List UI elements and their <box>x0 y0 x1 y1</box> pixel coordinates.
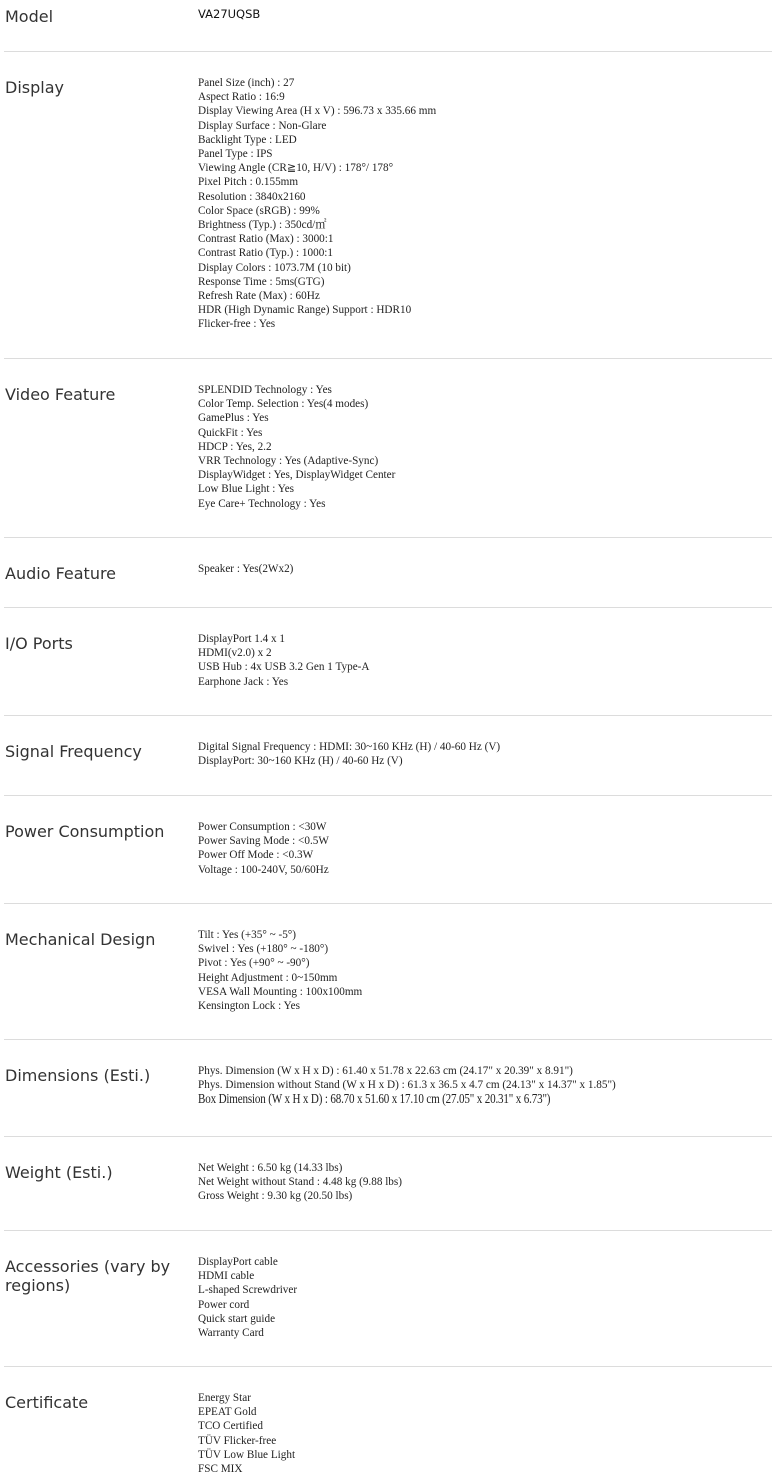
model-label: Model <box>5 7 54 26</box>
divider <box>4 1230 772 1231</box>
spec-line: Response Time : 5ms(GTG) <box>198 275 325 288</box>
divider <box>4 795 772 796</box>
spec-line: Power cord <box>198 1298 250 1311</box>
divider <box>4 1039 772 1040</box>
spec-line: VRR Technology : Yes (Adaptive-Sync) <box>198 455 379 468</box>
spec-line: L-shaped Screwdriver <box>198 1284 298 1297</box>
weight-specs <box>198 1161 768 1204</box>
spec-line: TÜV Low Blue Light <box>198 1448 296 1461</box>
spec-line: Aspect Ratio : 16:9 <box>198 91 285 104</box>
model-value: VA27UQSB <box>198 7 261 21</box>
signal-frequency-label: Signal Frequency <box>5 742 142 761</box>
spec-line: Power Off Mode : <0.3W <box>198 849 314 862</box>
io-ports-label: I/O Ports <box>5 634 73 653</box>
dimensions-label: Dimensions (Esti.) <box>5 1066 151 1085</box>
spec-line: DisplayPort: 30~160 KHz (H) / 40-60 Hz (V) <box>198 755 403 768</box>
spec-line: Quick start guide <box>198 1312 276 1325</box>
spec-line: Display Surface : Non-Glare <box>198 119 327 132</box>
spec-line: Refresh Rate (Max) : 60Hz <box>198 290 320 303</box>
spec-line: Kensington Lock : Yes <box>198 1000 300 1013</box>
spec-line: SPLENDID Technology : Yes <box>198 384 332 396</box>
spec-line: Warranty Card <box>198 1327 264 1340</box>
accessories-label: Accessories (vary by regions) <box>5 1257 171 1295</box>
spec-line: Display Colors : 1073.7M (10 bit) <box>198 261 351 274</box>
spec-line: Swivel : Yes (+180° ~ -180°) <box>198 943 329 956</box>
mechanical-design-specs <box>198 928 768 1013</box>
spec-line: GamePlus : Yes <box>198 412 269 425</box>
spec-line: VESA Wall Mounting : 100x100mm <box>198 985 363 998</box>
spec-line: Backlight Type : LED <box>198 133 297 146</box>
spec-line: HDMI cable <box>198 1270 255 1283</box>
spec-line: DisplayPort 1.4 x 1 <box>198 633 286 645</box>
spec-line: DisplayPort cable <box>198 1256 278 1268</box>
display-specs <box>198 76 768 332</box>
spec-line: Pivot : Yes (+90° ~ -90°) <box>198 957 310 970</box>
spec-line: Power Consumption : <30W <box>198 821 327 833</box>
spec-line: Voltage : 100-240V, 50/60Hz <box>198 863 329 876</box>
certificate-label: Certificate <box>5 1393 89 1412</box>
spec-line: Flicker-free : Yes <box>198 318 276 331</box>
divider <box>4 51 772 52</box>
spec-line: Contrast Ratio (Typ.) : 1000:1 <box>198 247 334 260</box>
spec-line: Box Dimension (W x H x D) : 68.70 x 51.60 x 17.10 cm (27.05" x 20.31" x 6.73") <box>198 1091 551 1107</box>
spec-line: FSC MIX <box>198 1463 243 1476</box>
divider <box>4 607 772 608</box>
divider <box>4 715 772 716</box>
spec-line: Low Blue Light : Yes <box>198 483 295 496</box>
spec-line: Earphone Jack : Yes <box>198 675 289 688</box>
mechanical-design-label: Mechanical Design <box>5 930 156 949</box>
spec-line: Color Space (sRGB) : 99% <box>198 204 320 217</box>
spec-line: Viewing Angle (CR≧10, H/V) : 178°/ 178° <box>198 162 394 175</box>
audio-feature-label: Audio Feature <box>5 564 117 583</box>
spec-line: USB Hub : 4x USB 3.2 Gen 1 Type-A <box>198 661 370 674</box>
video-feature-label: Video Feature <box>5 385 116 404</box>
spec-line: Net Weight : 6.50 kg (14.33 lbs) <box>198 1162 343 1174</box>
spec-line: HDCP : Yes, 2.2 <box>198 440 272 453</box>
spec-line: QuickFit : Yes <box>198 426 263 439</box>
divider <box>4 537 772 538</box>
spec-line: HDMI(v2.0) x 2 <box>198 647 272 660</box>
spec-line: Resolution : 3840x2160 <box>198 190 306 203</box>
divider <box>4 358 772 359</box>
weight-label: Weight (Esti.) <box>5 1163 113 1182</box>
spec-line: Color Temp. Selection : Yes(4 modes) <box>198 398 369 411</box>
spec-line: Pixel Pitch : 0.155mm <box>198 176 299 189</box>
spec-line: Height Adjustment : 0~150mm <box>198 971 338 984</box>
spec-line: Brightness (Typ.) : 350cd/㎡ <box>198 219 327 232</box>
divider <box>4 1136 772 1137</box>
spec-line: HDR (High Dynamic Range) Support : HDR10 <box>198 304 412 317</box>
spec-line: DisplayWidget : Yes, DisplayWidget Center <box>198 469 396 482</box>
spec-line: Panel Size (inch) : 27 <box>198 77 295 89</box>
spec-line: Gross Weight : 9.30 kg (20.50 lbs) <box>198 1190 353 1203</box>
audio-feature-specs <box>198 562 768 576</box>
spec-line: Energy Star <box>198 1392 251 1404</box>
spec-line: Phys. Dimension (W x H x D) : 61.40 x 51.78 x 22.63 cm (24.17" x 20.39" x 8.91") <box>198 1065 573 1077</box>
spec-line: Digital Signal Frequency : HDMI: 30~160 KHz (H) / 40-60 Hz (V) <box>198 741 501 753</box>
spec-line: Contrast Ratio (Max) : 3000:1 <box>198 233 334 246</box>
spec-line: Phys. Dimension without Stand (W x H x D) : 61.3 x 36.5 x 4.7 cm (24.13" x 14.37" x 1.85") <box>198 1079 616 1092</box>
dimensions-specs <box>198 1064 768 1107</box>
spec-line: Power Saving Mode : <0.5W <box>198 835 329 848</box>
video-feature-specs <box>198 383 768 511</box>
spec-line: Display Viewing Area (H x V) : 596.73 x 335.66 mm <box>198 105 437 118</box>
spec-line: Speaker : Yes(2Wx2) <box>198 563 294 575</box>
divider <box>4 1366 772 1367</box>
spec-line: EPEAT Gold <box>198 1406 257 1419</box>
signal-frequency-specs <box>198 740 768 768</box>
power-consumption-specs <box>198 820 768 877</box>
spec-line: Net Weight without Stand : 4.48 kg (9.88 lbs) <box>198 1176 402 1189</box>
display-label: Display <box>5 78 64 97</box>
spec-line: TCO Certified <box>198 1420 263 1433</box>
power-consumption-label: Power Consumption <box>5 822 165 841</box>
spec-line: Tilt : Yes (+35° ~ -5°) <box>198 929 296 941</box>
spec-line: Panel Type : IPS <box>198 148 273 161</box>
accessories-specs <box>198 1255 768 1340</box>
spec-line: TÜV Flicker-free <box>198 1434 277 1447</box>
io-ports-specs <box>198 632 768 689</box>
certificate-specs <box>198 1391 768 1476</box>
spec-line: Eye Care+ Technology : Yes <box>198 497 326 510</box>
divider <box>4 903 772 904</box>
